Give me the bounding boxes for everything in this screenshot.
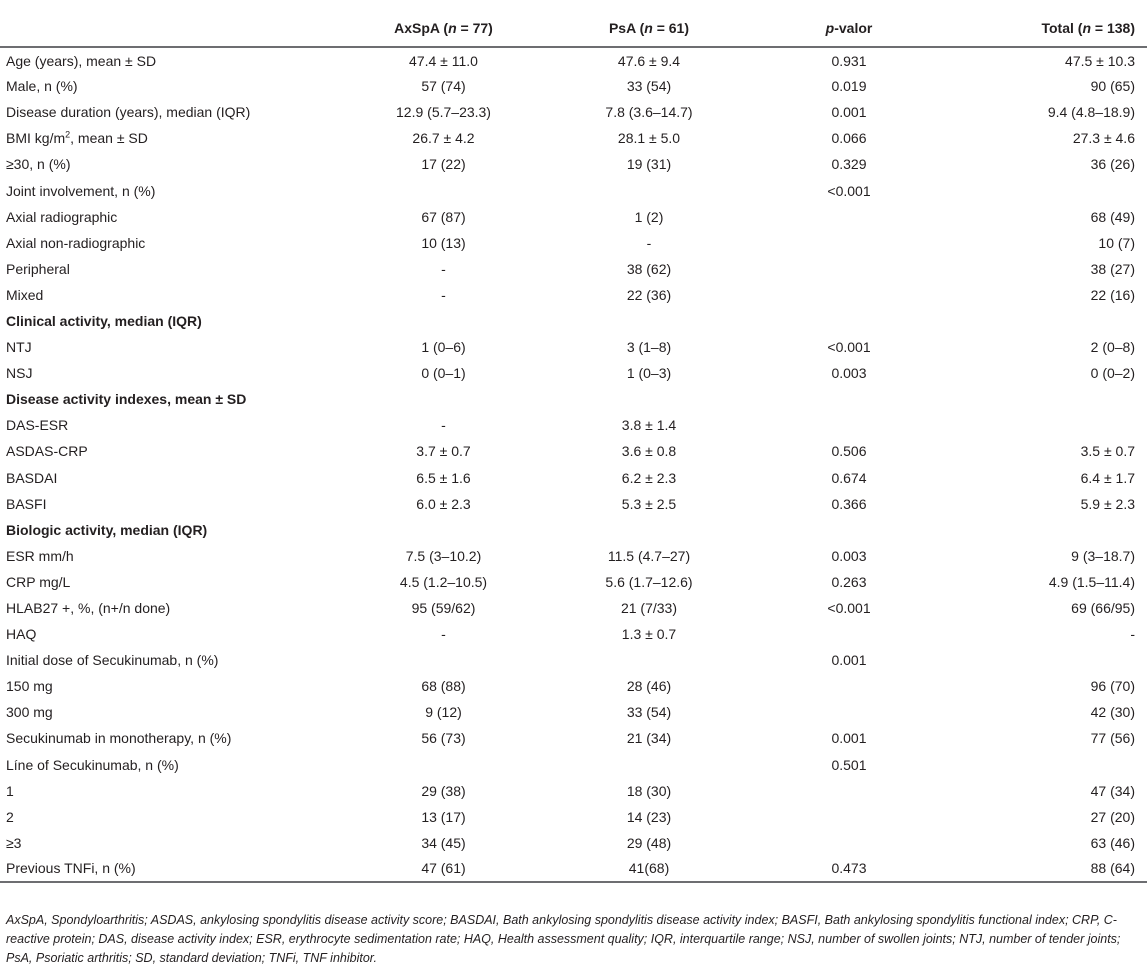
cell-psa: 5.3 ± 2.5 bbox=[621, 495, 677, 512]
cell-psa: 7.8 (3.6–14.7) bbox=[605, 104, 693, 121]
table-row bbox=[0, 438, 1147, 464]
cell-total: 22 (16) bbox=[1090, 286, 1135, 303]
cell-p-value: 0.001 bbox=[831, 104, 867, 121]
table-row bbox=[0, 699, 1147, 725]
cell-axspa bbox=[340, 647, 547, 673]
cell-psa bbox=[547, 517, 751, 543]
cell-axspa: 4.5 (1.2–10.5) bbox=[399, 573, 488, 590]
table-row bbox=[0, 543, 1147, 569]
cell-total: 9.4 (4.8–18.9) bbox=[1047, 104, 1135, 121]
row-label: BASFI bbox=[6, 495, 47, 512]
cell-p-value: 0.366 bbox=[831, 495, 867, 512]
cell-total: 27 (20) bbox=[1090, 808, 1135, 825]
cell-total: 5.9 ± 2.3 bbox=[1080, 495, 1135, 512]
row-label: Initial dose of Secukinumab, n (%) bbox=[6, 652, 219, 669]
cell-axspa: 56 (73) bbox=[421, 730, 466, 747]
cell-psa bbox=[547, 752, 751, 778]
table-row bbox=[0, 673, 1147, 699]
table-row bbox=[0, 360, 1147, 386]
cell-psa: 29 (48) bbox=[626, 834, 672, 851]
table-row bbox=[0, 595, 1147, 621]
cell-axspa: 9 (12) bbox=[425, 704, 462, 721]
cell-psa: 38 (62) bbox=[626, 260, 672, 277]
header-psa: PsA (n = 61) bbox=[547, 9, 751, 47]
table-row bbox=[0, 647, 1147, 673]
row-label: Age (years), mean ± SD bbox=[6, 52, 157, 69]
cell-psa bbox=[547, 308, 751, 334]
cell-p-value bbox=[751, 282, 947, 308]
row-label: ≥3 bbox=[6, 834, 22, 851]
table-row bbox=[0, 856, 1147, 882]
cell-p-value: 0.019 bbox=[831, 78, 867, 95]
cell-axspa: 12.9 (5.7–23.3) bbox=[396, 104, 491, 121]
table-row bbox=[0, 204, 1147, 230]
row-label: HLAB27 +, %, (n+/n done) bbox=[6, 600, 171, 617]
cell-p-value bbox=[751, 621, 947, 647]
row-label: 150 mg bbox=[6, 678, 53, 695]
cell-axspa: 13 (17) bbox=[421, 808, 466, 825]
baseline-characteristics-table bbox=[0, 9, 1147, 883]
row-label: NSJ bbox=[6, 365, 33, 382]
cell-p-value bbox=[751, 804, 947, 830]
cell-p-value: 0.473 bbox=[751, 856, 947, 882]
cell-total bbox=[947, 177, 1147, 203]
cell-psa: 21 (34) bbox=[626, 730, 672, 747]
header-variable bbox=[0, 9, 340, 47]
cell-psa: - bbox=[646, 234, 652, 251]
cell-axspa bbox=[340, 517, 547, 543]
cell-total: 3.5 ± 0.7 bbox=[1080, 443, 1135, 460]
cell-axspa bbox=[340, 386, 547, 412]
cell-total bbox=[947, 647, 1147, 673]
cell-p-value: <0.001 bbox=[827, 600, 871, 617]
cell-psa bbox=[547, 386, 751, 412]
row-label: DAS-ESR bbox=[6, 417, 69, 434]
row-label: ASDAS-CRP bbox=[6, 443, 88, 460]
cell-axspa: 6.5 ± 1.6 bbox=[416, 469, 471, 486]
cell-axspa: - bbox=[441, 286, 446, 303]
row-label: Axial non-radiographic bbox=[6, 234, 146, 251]
cell-axspa: - bbox=[441, 260, 446, 277]
table-row bbox=[0, 621, 1147, 647]
cell-p-value bbox=[751, 778, 947, 804]
cell-p-value: 0.263 bbox=[831, 573, 867, 590]
cell-total: 38 (27) bbox=[1090, 260, 1135, 277]
cell-p-value: 0.003 bbox=[831, 365, 867, 382]
row-label: Biologic activity, median (IQR) bbox=[6, 521, 208, 538]
table-section-row bbox=[0, 517, 1147, 543]
cell-total: 69 (66/95) bbox=[1071, 600, 1135, 617]
cell-axspa: 17 (22) bbox=[421, 156, 466, 173]
table-row bbox=[0, 569, 1147, 595]
cell-axspa: 6.0 ± 2.3 bbox=[416, 495, 471, 512]
cell-p-value: <0.001 bbox=[827, 182, 871, 199]
cell-axspa: 67 (87) bbox=[421, 208, 466, 225]
cell-axspa: 7.5 (3–10.2) bbox=[405, 547, 482, 564]
cell-psa: 1 (2) bbox=[634, 208, 664, 225]
cell-total: 88 (64) bbox=[947, 856, 1147, 882]
cell-p-value: 0.506 bbox=[831, 443, 867, 460]
cell-total: 6.4 ± 1.7 bbox=[1080, 469, 1135, 486]
cell-psa: 11.5 (4.7–27) bbox=[607, 547, 691, 564]
cell-p-value bbox=[751, 386, 947, 412]
table-section-row bbox=[0, 386, 1147, 412]
table-row bbox=[0, 99, 1147, 125]
cell-psa: 1 (0–3) bbox=[626, 365, 672, 382]
cell-psa: 14 (23) bbox=[626, 808, 672, 825]
cell-p-value bbox=[751, 204, 947, 230]
cell-axspa: 95 (59/62) bbox=[411, 600, 476, 617]
table-section-row bbox=[0, 308, 1147, 334]
table-row bbox=[0, 230, 1147, 256]
row-label: Líne of Secukinumab, n (%) bbox=[6, 756, 179, 773]
cell-total: - bbox=[1130, 626, 1135, 643]
cell-axspa: - bbox=[441, 626, 446, 643]
row-label: CRP mg/L bbox=[6, 573, 71, 590]
header-total: Total (n = 138) bbox=[947, 9, 1147, 47]
cell-axspa bbox=[340, 752, 547, 778]
cell-total: 68 (49) bbox=[1090, 208, 1135, 225]
cell-total: 36 (26) bbox=[1090, 156, 1135, 173]
table-header-row bbox=[0, 9, 1147, 47]
cell-axspa: 47.4 ± 11.0 bbox=[409, 52, 478, 69]
row-label: Previous TNFi, n (%) bbox=[0, 856, 340, 882]
cell-p-value bbox=[751, 699, 947, 725]
cell-p-value: 0.501 bbox=[831, 756, 867, 773]
table-row bbox=[0, 804, 1147, 830]
cell-axspa: 68 (88) bbox=[421, 678, 466, 695]
cell-p-value: 0.003 bbox=[831, 547, 867, 564]
cell-axspa: 1 (0–6) bbox=[421, 339, 466, 356]
row-label: ESR mm/h bbox=[6, 547, 74, 564]
cell-psa: 21 (7/33) bbox=[620, 600, 678, 617]
cell-total bbox=[947, 412, 1147, 438]
table-row bbox=[0, 282, 1147, 308]
table-footnote: AxSpA, Spondyloarthritis; ASDAS, ankylosing spondylitis disease activity score; BASDAI, Bath ankylosing spondylitis disease activity index; BASFI, Bath ankylosing spondylitis functional index; CRP, C-reactive protein; DAS, disease activity index; ESR, erythrocyte sedimentation rate; HAQ, Health assessment quality; IQR, interquartile range; NSJ, number of swollen joints; NTJ, number of tender joints; PsA, Psoriatic arthritis; SD, standard deviation; TNFi, TNF inhibitor. bbox=[6, 913, 1121, 965]
table-row bbox=[0, 412, 1147, 438]
cell-psa: 18 (30) bbox=[626, 782, 672, 799]
cell-total: 42 (30) bbox=[1090, 704, 1135, 721]
row-label: 1 bbox=[6, 782, 14, 799]
cell-psa: 41(68) bbox=[547, 856, 751, 882]
row-label: Joint involvement, n (%) bbox=[6, 182, 156, 199]
table-body bbox=[0, 47, 1147, 882]
row-label: Male, n (%) bbox=[6, 78, 78, 95]
cell-axspa bbox=[340, 308, 547, 334]
row-label: Clinical activity, median (IQR) bbox=[6, 312, 202, 329]
cell-total: 63 (46) bbox=[1090, 834, 1135, 851]
cell-axspa: 26.7 ± 4.2 bbox=[412, 130, 475, 147]
cell-psa: 47.6 ± 9.4 bbox=[617, 52, 681, 69]
table-row bbox=[0, 830, 1147, 856]
cell-total: 0 (0–2) bbox=[1090, 365, 1135, 382]
table-row bbox=[0, 125, 1147, 151]
cell-p-value: 0.674 bbox=[831, 469, 867, 486]
cell-total: 47 (34) bbox=[1090, 782, 1135, 799]
cell-psa bbox=[547, 647, 751, 673]
cell-total: 90 (65) bbox=[1090, 78, 1135, 95]
cell-p-value bbox=[751, 412, 947, 438]
cell-psa bbox=[547, 177, 751, 203]
table-row bbox=[0, 47, 1147, 73]
cell-axspa: 3.7 ± 0.7 bbox=[416, 443, 471, 460]
table-row bbox=[0, 491, 1147, 517]
cell-p-value: 0.066 bbox=[831, 130, 867, 147]
cell-total: 96 (70) bbox=[1090, 678, 1135, 695]
cell-axspa: 10 (13) bbox=[421, 234, 466, 251]
row-label: BMI $kg/m^2$, mean ± SD bbox=[6, 129, 148, 147]
cell-p-value bbox=[751, 256, 947, 282]
cell-psa: 22 (36) bbox=[626, 286, 672, 303]
row-label: 2 bbox=[6, 808, 14, 825]
table-row bbox=[0, 752, 1147, 778]
cell-total bbox=[947, 517, 1147, 543]
cell-total: 27.3 ± 4.6 bbox=[1072, 130, 1135, 147]
table-row bbox=[0, 177, 1147, 203]
row-label: HAQ bbox=[6, 626, 37, 643]
cell-p-value: 0.001 bbox=[831, 730, 867, 747]
cell-axspa: 47 (61) bbox=[340, 856, 547, 882]
cell-p-value: <0.001 bbox=[827, 339, 871, 356]
cell-psa: 3 (1–8) bbox=[626, 339, 672, 356]
cell-total: 2 (0–8) bbox=[1090, 339, 1135, 356]
row-label: Mixed bbox=[6, 286, 44, 303]
cell-total: 9 (3–18.7) bbox=[1071, 547, 1135, 564]
cell-psa: 5.6 (1.7–12.6) bbox=[605, 573, 693, 590]
row-label: NTJ bbox=[6, 339, 32, 356]
cell-p-value bbox=[751, 673, 947, 699]
table-row bbox=[0, 725, 1147, 751]
cell-p-value bbox=[751, 230, 947, 256]
row-label: Disease duration (years), median (IQR) bbox=[6, 104, 251, 121]
cell-p-value bbox=[751, 830, 947, 856]
row-label: Secukinumab in monotherapy, n (%) bbox=[6, 730, 232, 747]
header-axspa: AxSpA (n = 77) bbox=[340, 9, 547, 47]
cell-total bbox=[947, 386, 1147, 412]
row-label: Axial radiographic bbox=[6, 208, 118, 225]
table-row bbox=[0, 256, 1147, 282]
cell-psa: 6.2 ± 2.3 bbox=[621, 469, 677, 486]
cell-psa: 28.1 ± 5.0 bbox=[617, 130, 681, 147]
cell-total bbox=[947, 752, 1147, 778]
cell-psa: 3.8 ± 1.4 bbox=[621, 417, 677, 434]
cell-axspa: - bbox=[441, 417, 446, 434]
row-label: Disease activity indexes, mean ± SD bbox=[6, 391, 247, 408]
cell-psa: 28 (46) bbox=[626, 678, 672, 695]
table-row bbox=[0, 465, 1147, 491]
cell-p-value: 0.329 bbox=[831, 156, 867, 173]
cell-p-value: 0.001 bbox=[831, 652, 867, 669]
row-label: Peripheral bbox=[6, 260, 70, 277]
row-label: 300 mg bbox=[6, 704, 53, 721]
cell-psa: 33 (54) bbox=[626, 704, 672, 721]
cell-psa: 1.3 ± 0.7 bbox=[621, 626, 677, 643]
cell-psa: 3.6 ± 0.8 bbox=[621, 443, 677, 460]
cell-axspa: 34 (45) bbox=[421, 834, 466, 851]
cell-psa: 19 (31) bbox=[626, 156, 672, 173]
cell-psa: 33 (54) bbox=[626, 78, 672, 95]
cell-axspa bbox=[340, 177, 547, 203]
cell-p-value: 0.931 bbox=[831, 52, 867, 69]
cell-axspa: 29 (38) bbox=[421, 782, 466, 799]
cell-axspa: 57 (74) bbox=[421, 78, 466, 95]
table-row bbox=[0, 778, 1147, 804]
table-row bbox=[0, 334, 1147, 360]
cell-p-value bbox=[751, 517, 947, 543]
table-row bbox=[0, 151, 1147, 177]
cell-total: 77 (56) bbox=[1090, 730, 1135, 747]
header-p-value: p-valor bbox=[751, 9, 947, 47]
cell-total bbox=[947, 308, 1147, 334]
cell-total: 10 (7) bbox=[1098, 234, 1135, 251]
table-row bbox=[0, 73, 1147, 99]
row-label: BASDAI bbox=[6, 469, 58, 486]
cell-total: 4.9 (1.5–11.4) bbox=[1048, 573, 1135, 590]
cell-p-value bbox=[751, 308, 947, 334]
row-label: ≥30, n (%) bbox=[6, 156, 71, 173]
cell-axspa: 0 (0–1) bbox=[421, 365, 466, 382]
cell-total: 47.5 ± 10.3 bbox=[1065, 52, 1135, 69]
